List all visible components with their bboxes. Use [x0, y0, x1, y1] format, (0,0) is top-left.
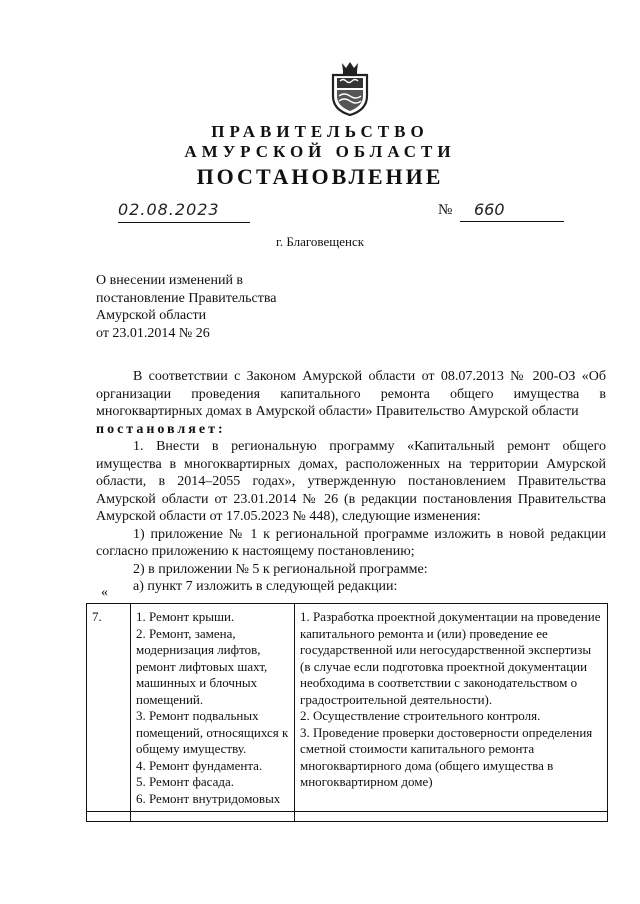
- document-body: [96, 368, 606, 596]
- work-item: 1. Ремонт крыши.: [136, 609, 235, 624]
- number-sign: №: [438, 202, 453, 218]
- item-1-1-paragraph: 1) приложение № 1 к региональной программе изложить в новой редакции согласно приложению к настоящему постановлению;: [96, 526, 606, 559]
- document-type: ПОСТАНОВЛЕНИЕ: [196, 164, 444, 189]
- service-item: 2. Осуществление строительного контроля.: [300, 708, 541, 723]
- document-number: 660: [460, 200, 564, 222]
- subject-line: от 23.01.2014 № 26: [96, 325, 210, 341]
- service-item: 1. Разработка проектной документации на проведение капитального ремонта и (или) проведение ее государственной или негосударственной экспертизы (в случае если подготовка проектной документации необходима в соответствии с законодательством о градостроительной деятельности).: [300, 609, 601, 707]
- subject-line: постановление Правительства: [96, 290, 277, 306]
- table-row: [87, 604, 608, 812]
- subject-line: Амурской области: [96, 308, 207, 323]
- resolves-heading: постановляет:: [96, 421, 226, 437]
- item-1-paragraph: 1. Внести в региональную программу «Капитальный ремонт общего имущества в многоквартирных домах, расположенных на территории Амурской области, в 2014–2055 годах», утвержденную постановлением Правительства Амурской области от 23.01.2014 № 26 (в редакции постановления Правительства Амурской области от 17.05.2023 № 448), следующие изменения:: [96, 439, 606, 524]
- item-1-2-paragraph: 2) в приложении № 5 к региональной программе:: [133, 561, 428, 577]
- document-subject: [96, 272, 276, 342]
- work-item: 3. Ремонт подвальных помещений, относящихся к общему имуществу.: [136, 708, 289, 756]
- amendment-table: [86, 603, 608, 822]
- work-item: 6. Ремонт внутридомовых: [136, 790, 281, 806]
- preamble-paragraph: В соответствии с Законом Амурской области от 08.07.2013 № 200-ОЗ «Об организации проведения капитального ремонта общего имущества в многоквартирных домах в Амурской области» Правительство Амурской области: [96, 369, 606, 419]
- table-row-continuation: [87, 812, 608, 822]
- works-cell: [131, 604, 295, 812]
- work-item: 4. Ремонт фундамента.: [136, 757, 263, 773]
- work-item: 5. Ремонт фасада.: [136, 774, 234, 789]
- document-date: 02.08.2023: [118, 200, 250, 223]
- government-title-line1: ПРАВИТЕЛЬСТВО: [211, 122, 429, 141]
- coat-of-arms-icon: [328, 60, 372, 116]
- subject-line: О внесении изменений в: [96, 273, 244, 288]
- service-item: 3. Проведение проверки достоверности определения сметной стоимости капитального ремонта многоквартирного дома (общего имущества в многоквартирном доме): [300, 724, 593, 789]
- services-cell: [295, 604, 608, 812]
- item-1-2a-paragraph: а) пункт 7 изложить в следующей редакции:: [133, 579, 398, 594]
- opening-quote: «: [101, 585, 108, 600]
- row-number-cell: 7.: [87, 604, 131, 812]
- city: г. Благовещенск: [275, 234, 365, 249]
- work-item: 2. Ремонт, замена, модернизация лифтов, ремонт лифтовых шахт, машинных и блочных помещений.: [136, 625, 268, 707]
- government-title-line2: АМУРСКОЙ ОБЛАСТИ: [184, 142, 456, 161]
